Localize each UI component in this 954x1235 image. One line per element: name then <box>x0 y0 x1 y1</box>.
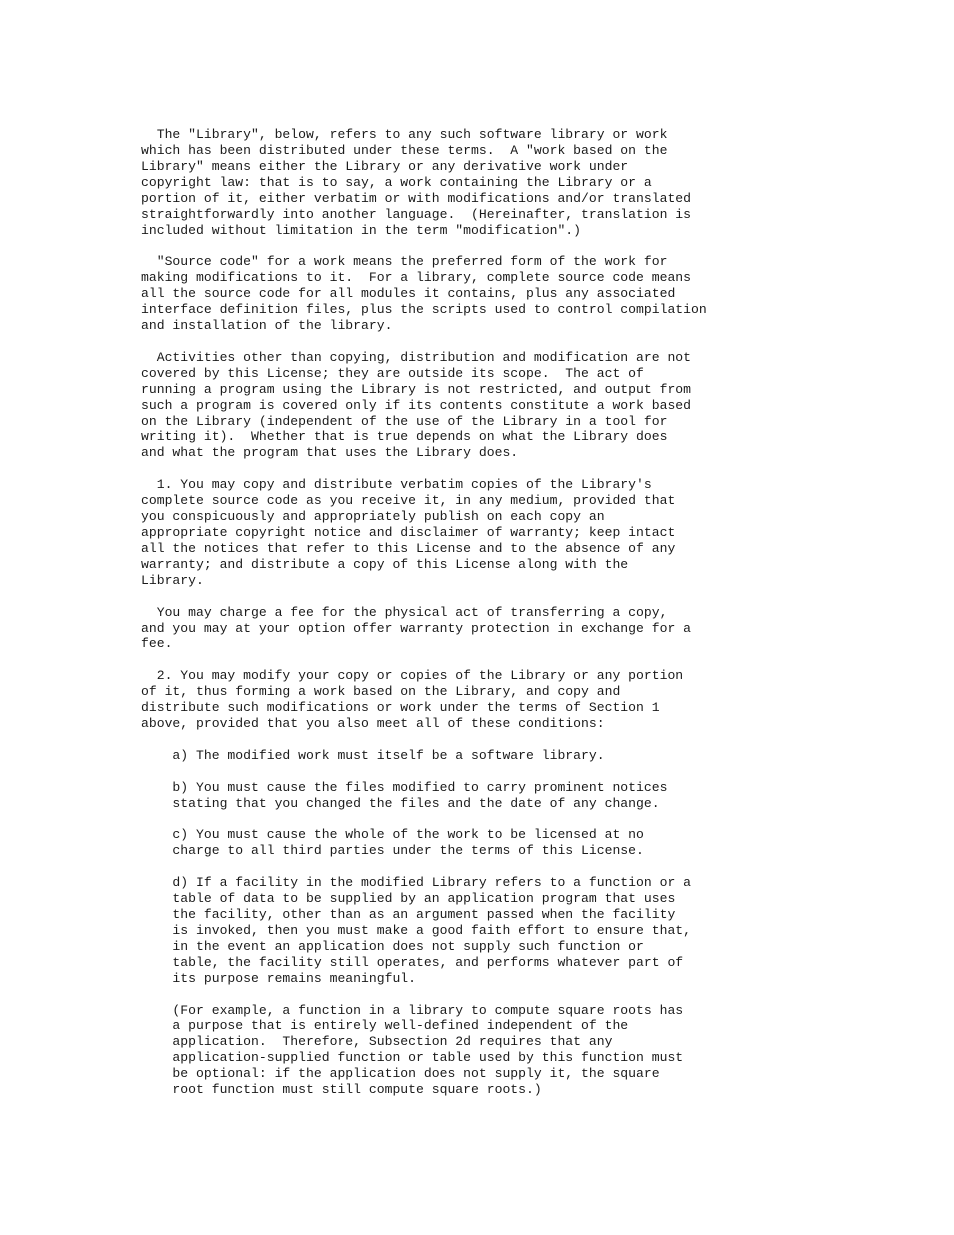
paragraph-gap <box>141 812 941 828</box>
condition-b: b) You must cause the files modified to carry prominent notices stating that you changed the files and the date of any change. <box>172 779 668 811</box>
paragraph-library-definition: The "Library", below, refers to any such software library or work which has been distributed under these terms. A "work based on the Library" means either the Library or any derivative work under copyright law: that is to say, a work containing the Library or a portion of it, either verbatim or with modifications and/or translated straightforwardly into another language. (Hereinafter, translation is included without limitation in the term "modification".) <box>141 127 692 238</box>
license-document <box>141 127 941 1098</box>
paragraph-gap <box>141 589 941 605</box>
paragraph-activities-scope: Activities other than copying, distribution and modification are not covered by this License; they are outside its scope. The act of running a program using the Library is not restricted, and output from such a program is covered only if its contents constitute a work based on the Library (independent of the use of the Library in a tool for writing it). Whether that is true depends on what the Library does and what the program that uses the Library does. <box>141 349 692 461</box>
paragraph-gap <box>141 334 941 350</box>
condition-c: c) You must cause the whole of the work to be licensed at no charge to all third parties under the terms of this License. <box>172 827 644 859</box>
paragraph-gap <box>141 987 941 1003</box>
paragraph-gap <box>141 461 941 477</box>
condition-a: a) The modified work must itself be a software library. <box>141 747 605 763</box>
paragraph-source-code-definition: "Source code" for a work means the preferred form of the work for making modifications to it. For a library, complete source code means all the source code for all modules it contains, plus any associated interface definition files, plus the scripts used to control compilation and installation of the library. <box>141 254 707 334</box>
paragraph-gap <box>141 238 941 254</box>
paragraph-section-2: 2. You may modify your copy or copies of the Library or any portion of it, thus forming a work based on the Library, and copy and distribute such modifications or work under the terms of Section 1 above, provided that you also meet all of these conditions: <box>141 668 684 732</box>
paragraph-gap <box>141 652 941 668</box>
paragraph-fee: You may charge a fee for the physical act of transferring a copy, and you may at your option offer warranty protection in exchange for a fee. <box>141 604 692 652</box>
condition-d: d) If a facility in the modified Library refers to a function or a table of data to be supplied by an application program that uses the facility, other than as an argument passed when the facility is invoked, then you must make a good faith effort to ensure that, in the event an application does not supply such function or table, the facility still operates, and performs whatever part of its purpose remains meaningful. <box>172 875 692 986</box>
paragraph-gap <box>141 859 941 875</box>
paragraph-section-1: 1. You may copy and distribute verbatim copies of the Library's complete source code as you receive it, in any medium, provided that you conspicuously and appropriately publish on each copy an appropriate copyright notice and disclaimer of warranty; keep intact all the notices that refer to this License and to the absence of any warranty; and distribute a copy of this License along with the Library. <box>141 477 676 588</box>
paragraph-gap <box>141 764 941 780</box>
paragraph-gap <box>141 732 941 748</box>
paragraph-example: (For example, a function in a library to compute square roots has a purpose that is entirely well-defined independent of the application. Therefore, Subsection 2d requires that any application-supplied function or table used by this function must be optional: if the application does not supply it, the square root function must still compute square roots.) <box>172 1002 684 1098</box>
